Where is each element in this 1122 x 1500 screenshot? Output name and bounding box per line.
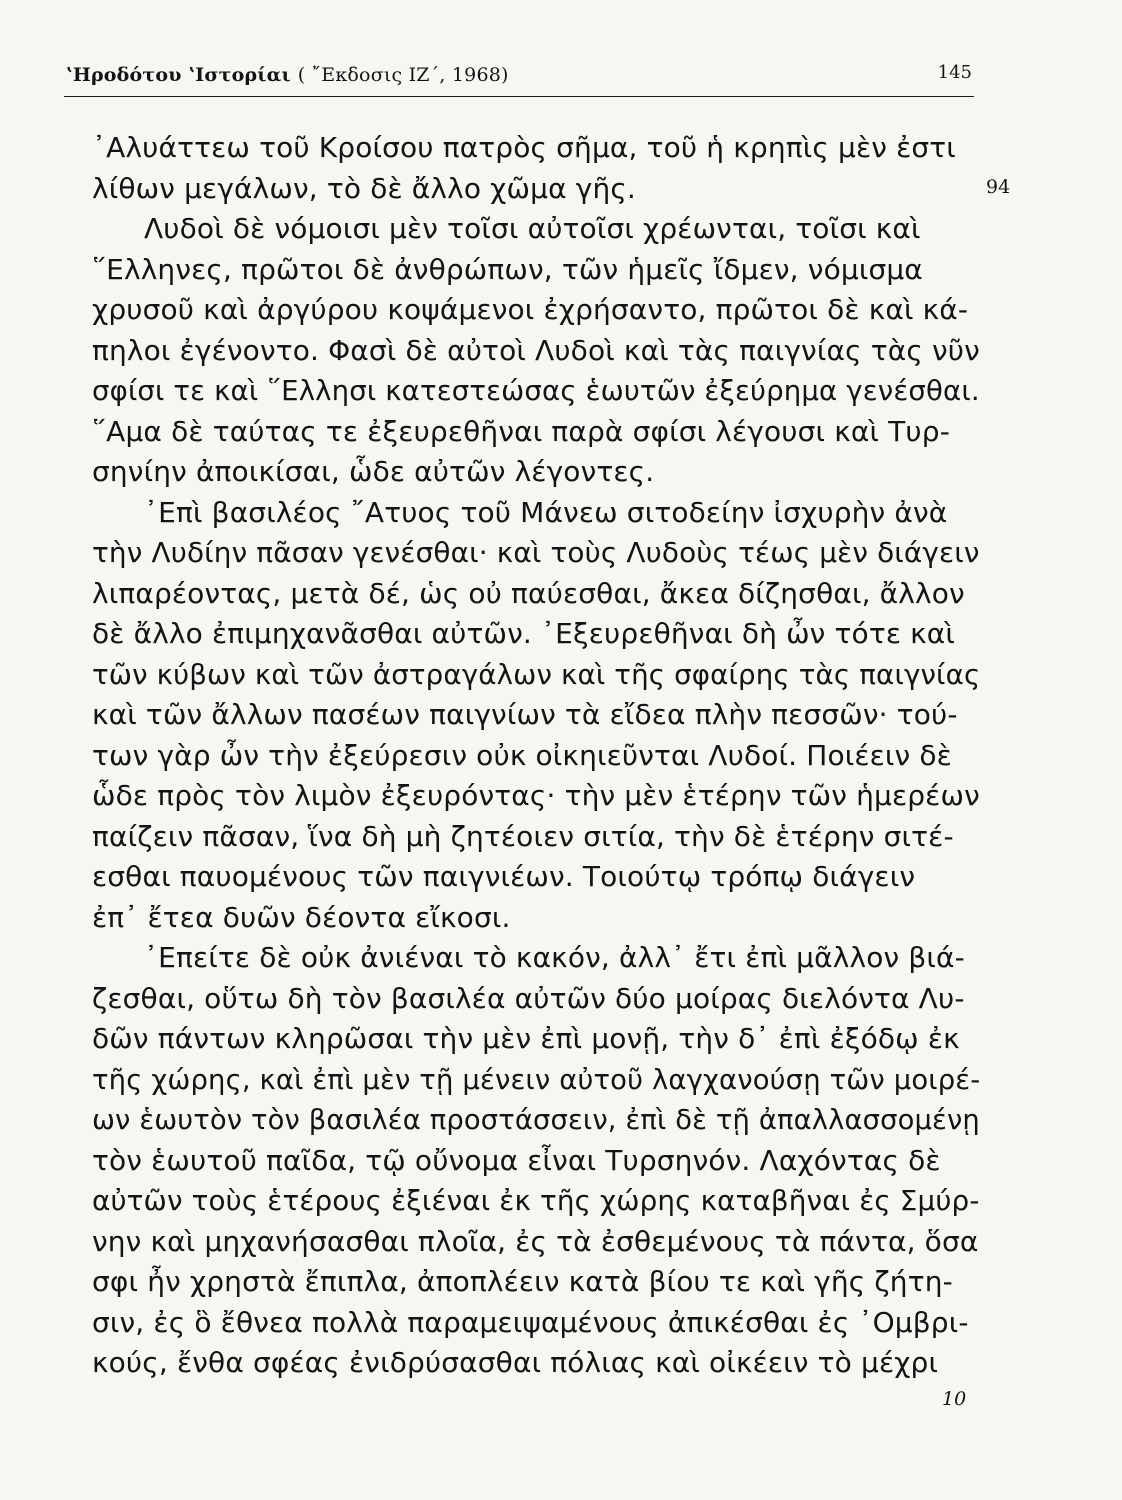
text-line: εσθαι παυομένους τῶν παιγνιέων. Τοιούτῳ τρόπῳ διάγειν <box>92 860 916 893</box>
text-line: τὴν Λυδίην πᾶσαν γενέσθαι· καὶ τοὺς Λυδοὺς τέως μὲν διάγειν <box>92 536 980 569</box>
text-line: ων ἑωυτὸν τὸν βασιλέα προστάσσειν, ἐπὶ δὲ τῇ ἀπαλλασσομένῃ <box>92 1103 980 1136</box>
margin-section-number: 94 <box>986 176 1011 198</box>
text-line: ὧδε πρὸς τὸν λιμὸν ἐξευρόντας· τὴν μὲν ἑτέρην τῶν ἡμερέων <box>92 779 980 812</box>
page-number: 145 <box>937 62 972 83</box>
text-line: δῶν πάντων κληρῶσαι τὴν μὲν ἐπὶ μονῇ, τὴν δ᾿ ἐπὶ ἐξόδῳ ἐκ <box>92 1022 960 1055</box>
signature-mark: 10 <box>942 1388 967 1410</box>
text-line: παίζειν πᾶσαν, ἵνα δὴ μὴ ζητέοιεν σιτία, τὴν δὲ ἑτέρην σιτέ- <box>92 819 954 853</box>
text-line: Λυδοὶ δὲ νόμοισι μὲν τοῖσι αὐτοῖσι χρέωνται, τοῖσι καὶ <box>144 212 921 245</box>
header-rule <box>64 96 974 97</box>
text-line: χρυσοῦ καὶ ἀργύρου κοψάμενοι ἐχρήσαντο, πρῶτοι δὲ καὶ κά- <box>92 293 969 326</box>
text-line: νην καὶ μηχανήσασθαι πλοῖα, ἐς τὰ ἐσθεμένους τὰ πάντα, ὅσα <box>92 1224 979 1258</box>
text-line: ᾿Επείτε δὲ οὐκ ἀνιέναι τὸ κακόν, ἀλλ᾿ ἔτι ἐπὶ μᾶλλον βιά- <box>144 941 965 974</box>
book-title: ʽΗροδότου ʽΙστορίαι <box>66 64 291 86</box>
text-line: πηλοι ἐγένοντο. Φασὶ δὲ αὐτοὶ Λυδοὶ καὶ τὰς παιγνίας τὰς νῦν <box>92 333 980 367</box>
text-line: αὐτῶν τοὺς ἑτέρους ἐξιέναι ἐκ τῆς χώρης καταβῆναι ἐς Σμύρ- <box>92 1184 980 1217</box>
text-line: τῶν κύβων καὶ τῶν ἀστραγάλων καὶ τῆς σφαίρης τὰς παιγνίας <box>92 657 981 691</box>
edition-info: ( ῎Εκδοσις ΙΖ΄, 1968) <box>297 64 509 86</box>
running-head <box>66 64 509 86</box>
text-line: ἐπ᾿ ἔτεα δυῶν δέοντα εἴκοσι. <box>92 900 511 934</box>
text-line: ῞Αμα δὲ ταύτας τε ἐξευρεθῆναι παρὰ σφίσι λέγουσι καὶ Τυρ- <box>92 414 950 448</box>
text-line: λίθων μεγάλων, τὸ δὲ ἄλλο χῶμα γῆς. <box>92 171 636 205</box>
text-line: των γὰρ ὦν τὴν ἐξεύρεσιν οὐκ οἰκηιεῦνται Λυδοί. Ποιέειν δὲ <box>92 738 952 772</box>
text-line: τὸν ἑωυτοῦ παῖδα, τῷ οὔνομα εἶναι Τυρσηνόν. Λαχόντας δὲ <box>92 1143 941 1177</box>
text-line: ζεσθαι, οὕτω δὴ τὸν βασιλέα αὐτῶν δύο μοίρας διελόντα Λυ- <box>92 981 965 1015</box>
text-line: ᾿Αλυάττεω τοῦ Κροίσου πατρὸς σῆμα, τοῦ ἡ κρηπὶς μὲν ἐστι <box>92 131 956 164</box>
text-line: ᾿Επὶ βασιλέος ῎Ατυος τοῦ Μάνεω σιτοδείην ἰσχυρὴν ἀνὰ <box>144 495 948 529</box>
text-line: σηνίην ἀποικίσαι, ὧδε αὐτῶν λέγοντες. <box>92 455 655 488</box>
text-line: σιν, ἐς ὃ ἔθνεα πολλὰ παραμειψαμένους ἀπικέσθαι ἐς ᾿Ομβρι- <box>92 1305 969 1339</box>
text-line: λιπαρέοντας, μετὰ δέ, ὡς οὐ παύεσθαι, ἄκεα δίζησθαι, ἄλλον <box>92 576 965 610</box>
text-line: ῞Ελληνες, πρῶτοι δὲ ἀνθρώπων, τῶν ἡμεῖς ἴδμεν, νόμισμα <box>92 252 923 286</box>
text-line: σφίσι τε καὶ ῞Ελλησι κατεστεώσας ἑωυτῶν ἐξεύρημα γενέσθαι. <box>92 374 980 407</box>
text-line: τῆς χώρης, καὶ ἐπὶ μὲν τῇ μένειν αὐτοῦ λαγχανούσῃ τῶν μοιρέ- <box>92 1062 981 1096</box>
text-line: καὶ τῶν ἄλλων πασέων παιγνίων τὰ εἴδεα πλὴν πεσσῶν· τού- <box>92 698 958 731</box>
text-line: σφι ἦν χρηστὰ ἔπιπλα, ἀποπλέειν κατὰ βίου τε καὶ γῆς ζήτη- <box>92 1265 953 1298</box>
text-line: δὲ ἄλλο ἐπιμηχανᾶσθαι αὐτῶν. ᾿Εξευρεθῆναι δὴ ὦν τότε καὶ <box>92 617 956 650</box>
text-line: κούς, ἔνθα σφέας ἐνιδρύσασθαι πόλιας καὶ οἰκέειν τὸ μέχρι <box>92 1346 939 1379</box>
